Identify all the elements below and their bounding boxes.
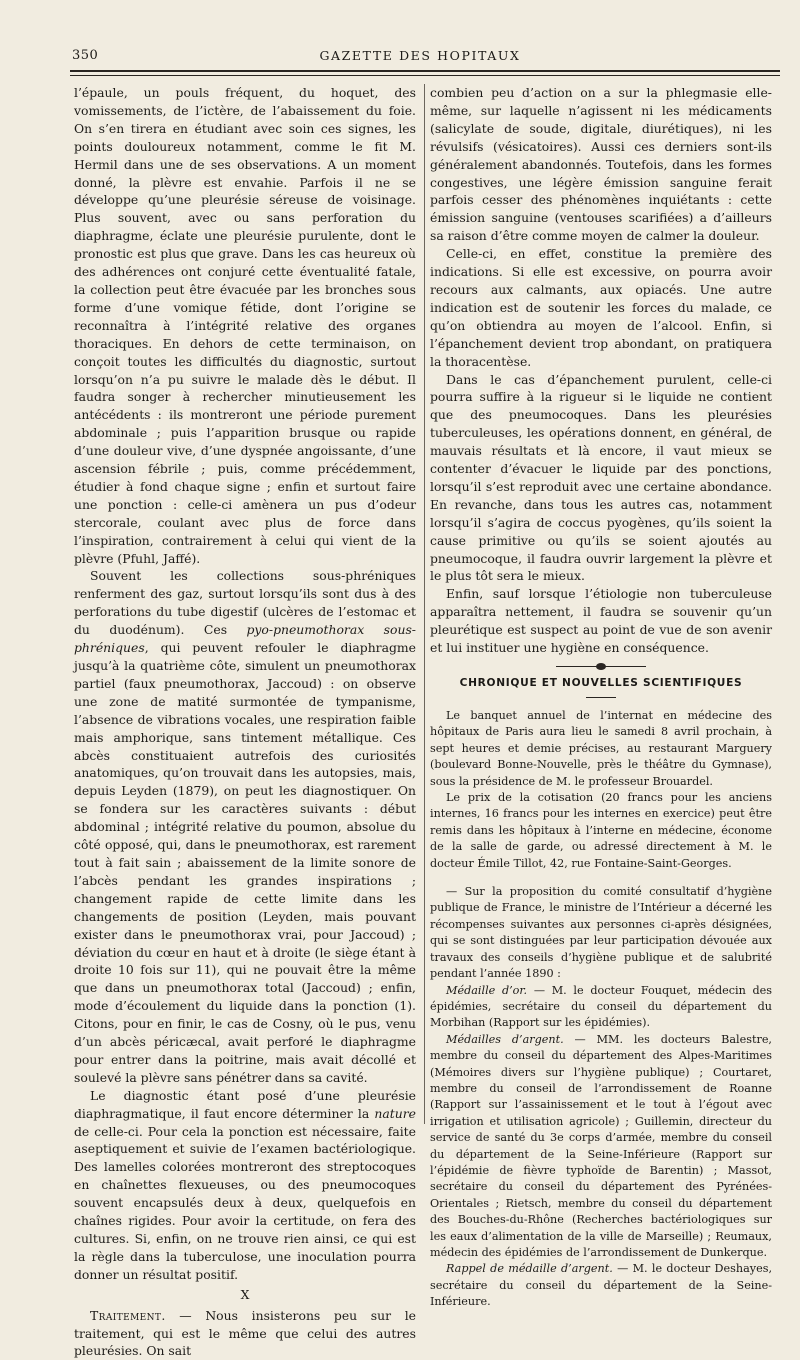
left-paragraph-3-before: Le diagnostic étant posé d’une pleurésie diaphragmatique, il faut encore déterminer la	[74, 1087, 416, 1121]
recall-medal-paragraph	[430, 1261, 772, 1310]
left-column	[74, 84, 416, 1360]
page-number: 350	[72, 48, 99, 63]
header-rule-thin	[70, 75, 780, 76]
left-paragraph-2-after: , qui peuvent refouler le diaphragme jusqu’à la quatrième côte, simulent un pneumothorax partiel (faux pneumothorax, Jaccoud) : on observe une zone de matité surmontée de tympanisme, l’absence de vibrations vocales, une respiration faible mais amphorique, sans tintement métallique. Ces abcès constituaient autrefois des curiosités anatomiques, qu’on trouvait dans les autopsies, mais, depuis Leyden (1879), on peut les diagnostiquer. On se fondera sur les caractères suivants : début abdominal ; intégrité relative du poumon, absolue du côté opposé, qui, dans le pneumothorax, est rarement tout à fait sain ; abaissement de la limite sonore de l’abcès pendant les grandes inspirations ; changement rapide de cette limite dans les changements de position (Leyden, mais pouvant exister dans le pneumothorax vrai, pour Jaccoud) ; déviation du cœur en haut et à droite (le siège étant à droite 10 fois sur 11), qui ne pouvait être la même que dans un pneumothorax total (Jaccoud) ; enfin, mode d’écoulement du liquide dans la ponction (1). Citons, pour en finir, le cas de Cosny, où le pus, venu d’un abcès péricæcal, avait perforé le diaphragme pour entrer dans la poitrine, mais avait décollé et soulevé la plèvre sans pénétrer dans sa cavité.	[74, 640, 416, 1085]
gold-medal-label: Médaille d’or.	[446, 983, 528, 997]
header-rule-thick	[70, 70, 780, 72]
right-paragraph-3: Dans le cas d’épanchement purulent, celle-ci pourra suffire à la rigueur si le liquide ne contient que des pneumocoques. Dans les pleurésies tuberculeuses, les opérations donnent, en général, de mauvais résultats et là encore, il vaut mieux se contenter d’évacuer le liquide par des ponctions, lorsqu’il s’est reproduit avec une certaine abondance. En revanche, dans tous les autres cas, notamment lorsqu’il s’agira de coccus pyogènes, qu’ils soient la cause primitive ou qu’ils se soient ajoutés au pneumocoque, il faudra ouvrir largement la plèvre et le plus tôt sera le mieux.	[430, 371, 772, 584]
heading-short-rule	[586, 697, 616, 698]
silver-medal-label: Médailles d’argent.	[446, 1032, 564, 1046]
right-paragraph-2: Celle-ci, en effet, constitue la première des indications. Si elle est excessive, on pourra avoir recours aux calmants, aux opiacés. Une autre indication est de soutenir les forces du malade, ce qu’on obtiendra au moyen de l’alcool. Enfin, si l’épanchement devient trop abondant, on pratiquera la thoracentèse.	[430, 246, 772, 369]
left-paragraph-3	[74, 1087, 416, 1284]
hygiene-paragraph: — Sur la proposition du comité consultatif d’hygiène publique de France, le ministre de l’Intérieur a décerné les récompenses suivantes aux personnes ci-après désignées, qui se sont distinguées par leur participation dévouée aux travaux des conseils d’hygiène publique et de salubrité pendant l’année 1890 :	[430, 885, 772, 981]
right-paragraph-4: Enfin, sauf lorsque l’étiologie non tuberculeuse apparaîtra nettement, il faudra se souvenir qu’un pleurétique est suspect au point de vue de son avenir et lui instituer une hygiène en conséquence.	[430, 586, 772, 656]
recall-medal-label: Rappel de médaille d’argent.	[446, 1262, 613, 1276]
gold-medal-paragraph	[430, 983, 772, 1032]
ornament-divider	[556, 663, 646, 671]
treatment-label: Traitement.	[90, 1307, 166, 1323]
left-paragraph-3-after: de celle-ci. Pour cela la ponction est nécessaire, faite aseptiquement et suivie de l’examen bactériologique. Des lamelles colorées montreront des streptocoques en chaînettes flexueuses, ou des pneumocoques souvent encapsulés deux à deux, quelquefois en chaînes rigides. Pour avoir la certitude, on fera des cultures. Si, enfin, on ne trouve rien ainsi, ce qui est la règle dans la tuberculose, une inoculation pourra donner un résultat positif.	[74, 1123, 416, 1282]
cotisation-paragraph: Le prix de la cotisation (20 francs pour les anciens internes, 16 francs pour les internes en exercice) peut être remis dans les hôpitaux à l’interne en médecine, économe de la salle de garde, ou adressé directement à M. le docteur Émile Tillot, 42, rue Fontaine-Saint-Georges.	[430, 791, 772, 870]
page-header	[60, 48, 780, 68]
right-column	[430, 84, 772, 1311]
recall-medal-text: — M. le docteur Deshayes, secrétaire du conseil du département de la Seine-Inférieure.	[430, 1262, 772, 1309]
column-divider	[424, 84, 425, 1124]
banquet-paragraph: Le banquet annuel de l’internat en médecine des hôpitaux de Paris aura lieu le samedi 8 avril prochain, à sept heures et demie précises, au restaurant Marguery (boulevard Bonne-Nouvelle, près le théâtre du Gymnase), sous la présidence de M. le professeur Brouardel.	[430, 709, 772, 788]
section-number: X	[240, 1286, 250, 1302]
ornament-dot	[596, 663, 606, 670]
silver-medal-paragraph	[430, 1032, 772, 1262]
left-paragraph-1: l’épaule, un pouls fréquent, du hoquet, des vomissements, de l’ictère, de l’abaissement du foie. On s’en tirera en étudiant avec soin ces signes, les points douloureux notamment, comme le fit M. Hermil dans une de ses observations. A un moment donné, la plèvre est envahie. Parfois il ne se développe qu’une pleurésie séreuse de voisinage. Plus souvent, avec ou sans perforation du diaphragme, éclate une pleurésie purulente, dont le pronostic est plus que grave. Dans les cas heureux où des adhérences ont conjuré cette éventualité fatale, la collection peut être évacuée par les bronches sous forme d’une vomique fétide, dont l’origine se reconnaîtra à l’intégrité relative des organes thoraciques. En dehors de cette terminaison, on conçoit toutes les difficultés du diagnostic, surtout lorsqu’on n’a pu suivre le malade dès le début. Il faudra songer à rechercher minutieusement les antécédents : ils montreront une période purement abdominale ; puis l’apparition brusque ou rapide d’une douleur vive, d’une dyspnée angoissante, d’une ascension fébrile ; puis, comme précédemment, étudier à fond chaque signe ; enfin et surtout faire une ponction : celle-ci amènera un pus d’odeur stercorale, coulant avec plus de force dans l’inspiration, contrairement à celui qui vient de la plèvre (Pfuhl, Jaffé).	[74, 85, 416, 566]
treatment-text: — Nous insisterons peu sur le traitement, qui est le même que celui des autres pleurésies. On sait	[74, 1307, 416, 1359]
right-paragraph-1: combien peu d’action on a sur la phlegmasie elle-même, sur laquelle n’agissent ni les médicaments (salicylate de soude, digitale, diurétiques), ni les révulsifs (vésicatoires). Aussi ces derniers sont-ils généralement abandonnés. Toutefois, dans les formes congestives, une légère émission sanguine ferait parfois cesser des phénomènes inquiétants : cette émission sanguine (ventouses scarifiées) a d’ailleurs sa raison d’être comme moyen de calmer la douleur.	[430, 85, 772, 244]
silver-medal-text: — MM. les docteurs Balestre, membre du conseil du département des Alpes-Maritimes (Mémoires divers sur l’hygiène publique) ; Courtaret, membre du conseil de l’arrondissement de Roanne (Rapport sur l’assainissement et le tout à l’égout avec irrigation et utilisation agricole) ; Guillemin, directeur du service de santé du 3e corps d’armée, membre du conseil du département de la Seine-Inférieure (Rapport sur l’épidémie de fièvre typhoïde de Barentin) ; Massot, secrétaire du conseil du département des Pyrénées-Orientales ; Rietsch, membre du conseil du département des Bouches-du-Rhône (Recherches bactériologiques sur les eaux d’alimentation de la ville de Marseille) ; Reumaux, médecin des épidémies de l’arrondissement de Dunkerque.	[430, 1032, 772, 1259]
left-paragraph-3-italic: nature	[374, 1105, 416, 1121]
gold-medal-text: — M. le docteur Fouquet, médecin des épidémies, secrétaire du conseil du département du Morbihan (Rapport sur les épidémies).	[430, 983, 772, 1030]
left-paragraph-2-italic: pyo-pneumothorax sous-phréniques	[74, 622, 416, 656]
treatment-paragraph	[74, 1307, 416, 1360]
chronicle-heading: CHRONIQUE ET NOUVELLES SCIENTIFIQUES	[459, 677, 743, 689]
left-paragraph-2	[74, 567, 416, 1086]
running-title: GAZETTE DES HOPITAUX	[319, 48, 521, 63]
left-paragraph-2-before: Souvent les collections sous-phréniques renferment des gaz, surtout lorsqu’ils sont dus à des perforations du tube digestif (ulcères de l’estomac et du duodénum). Ces	[74, 568, 416, 638]
